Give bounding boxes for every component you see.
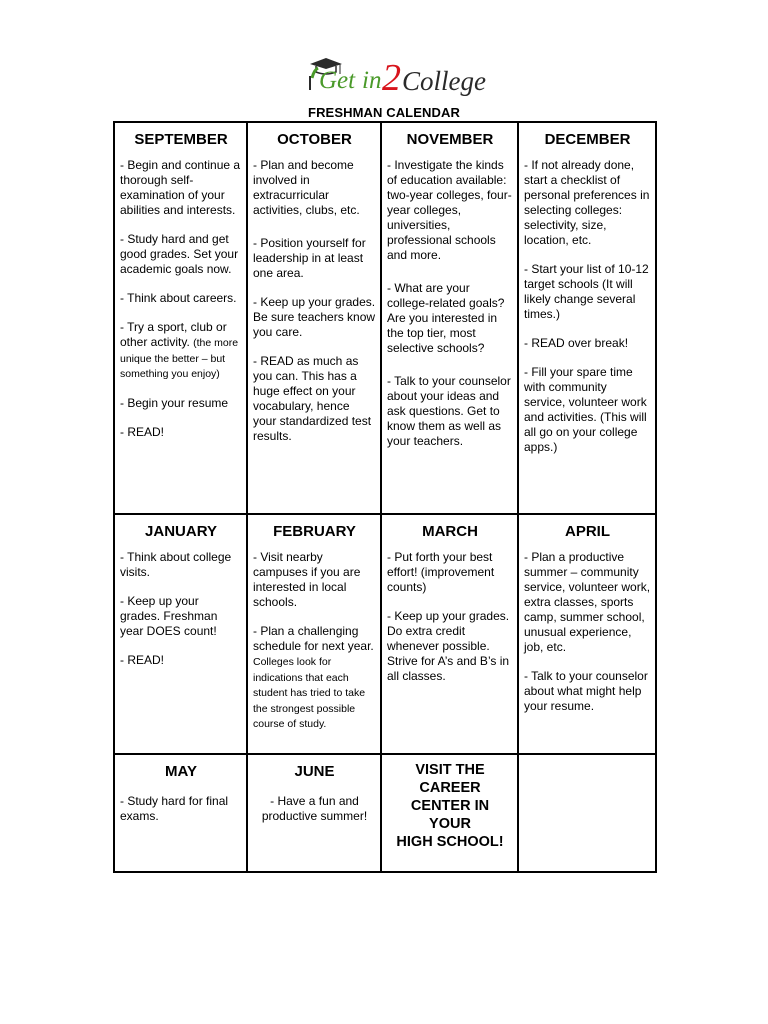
month-cell-september — [115, 123, 246, 454]
logo-in: in — [362, 67, 382, 94]
list-item: - Talk to your counselor about what might help your resume. — [524, 669, 648, 713]
month-cell-february — [248, 515, 380, 746]
list-item: - Have a fun and productive summer! — [261, 794, 368, 823]
page-title: FRESHMAN CALENDAR — [308, 105, 460, 120]
month-name: FEBRUARY — [273, 523, 356, 540]
month-name: MARCH — [422, 523, 478, 540]
list-item: - Think about careers. — [120, 291, 237, 305]
list-item: - READ! — [120, 424, 165, 439]
list-item: - Put forth your best effort! (improvement counts) — [387, 550, 495, 594]
list-item: - READ! — [120, 653, 165, 667]
month-cell-january — [115, 515, 246, 682]
list-item: - Think about college visits. — [120, 550, 232, 579]
month-cell-may — [115, 755, 246, 838]
list-item: - Plan a challenging schedule for next year. Colleges look for indications that each student has tried to take the strongest possible course of study. — [253, 624, 374, 730]
list-item: - Start your list of 10-12 target schools (It will likely change several times.) — [524, 262, 649, 321]
list-item: - Keep up your grades. Be sure teachers know you care. — [253, 295, 376, 339]
month-name: MAY — [165, 763, 197, 780]
month-cell-december — [519, 123, 655, 469]
month-name: OCTOBER — [277, 131, 352, 148]
list-item: - Position yourself for leadership in at least one area. — [253, 236, 366, 280]
month-cell-april — [519, 515, 655, 728]
list-item: - Begin and continue a thorough self-examination of your abilities and interests. — [120, 158, 241, 217]
list-item: - READ as much as you can. This has a huge effect on your vocabulary, hence your standardized test results. — [253, 354, 372, 443]
month-cell-october — [248, 123, 380, 458]
logo-get: Get — [319, 67, 356, 94]
logo-graphic — [304, 50, 494, 100]
list-item: - Study hard and get good grades. Set your academic goals now. — [120, 232, 239, 276]
month-name: JUNE — [294, 763, 335, 780]
calendar-grid — [113, 121, 657, 873]
logo-college: College — [402, 66, 486, 96]
getin2college-logo — [304, 50, 494, 100]
month-cell-november — [382, 123, 517, 463]
list-item: - READ over break! — [524, 336, 629, 350]
month-name: DECEMBER — [544, 131, 631, 148]
month-name: JANUARY — [145, 523, 217, 540]
career-center-text: VISIT THE CAREER CENTER IN YOUR HIGH SCHOOL! — [396, 762, 504, 850]
list-item: - Talk to your counselor about your ideas and ask questions. Get to know them as well as your teachers. — [387, 374, 511, 448]
list-item: - What are your college-related goals? Are you interested in the top tier, most selective schools? — [387, 281, 505, 355]
list-item: - Plan a productive summer – community service, volunteer work, extra classes, sports camp, summer school, unusual experience, job, etc. — [524, 550, 651, 654]
list-item: - Fill your spare time with community service, volunteer work and activities. (This will all go on your college apps.) — [524, 365, 647, 454]
list-item: - Visit nearby campuses if you are interested in local schools. — [253, 550, 361, 609]
list-item: - Begin your resume — [120, 395, 229, 410]
month-cell-june — [248, 755, 380, 838]
month-cell-march — [382, 515, 517, 698]
month-name: NOVEMBER — [406, 131, 494, 148]
month-name: APRIL — [565, 523, 610, 540]
month-name: SEPTEMBER — [134, 131, 228, 148]
list-item: - If not already done, start a checklist of personal preferences in selecting colleges: selectivity, size, location, etc. — [524, 158, 650, 247]
list-item: - Study hard for final exams. — [120, 794, 229, 823]
logo-2: 2 — [382, 57, 401, 99]
list-item: - Investigate the kinds of education available: two-year colleges, four-year colleges, universities, professional schools and more. — [387, 158, 512, 262]
career-center-note — [382, 755, 517, 851]
list-item: - Try a sport, club or other activity. (the more unique the better – but something you enjoy) — [120, 320, 239, 380]
list-item: - Plan and become involved in extracurricular activities, clubs, etc. — [253, 158, 360, 217]
list-item: - Keep up your grades. Do extra credit whenever possible. Strive for A’s and B’s in all classes. — [387, 609, 510, 683]
list-item: - Keep up your grades. Freshman year DOES count! — [120, 594, 218, 638]
